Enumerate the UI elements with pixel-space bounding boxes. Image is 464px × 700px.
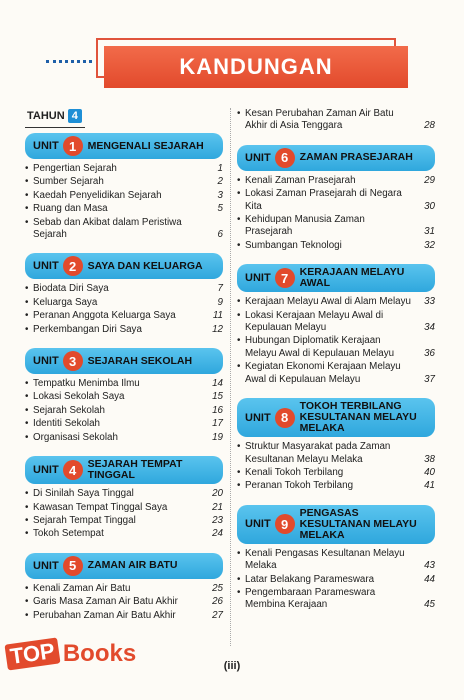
item-page: 29 (424, 174, 435, 186)
bullet: • (25, 501, 29, 513)
right-units (237, 145, 435, 612)
bullet: • (25, 323, 29, 335)
bullet: • (237, 214, 241, 226)
item-text: Garis Masa Zaman Air Batu Akhir (33, 596, 178, 608)
item-page: 33 (424, 296, 435, 308)
bullet: • (237, 309, 241, 321)
bullet: • (25, 488, 29, 500)
list-item[interactable] (25, 310, 223, 322)
unit-number-icon: 8 (275, 408, 295, 428)
list-item[interactable] (237, 335, 435, 360)
bullet: • (25, 176, 29, 188)
bullet: • (237, 573, 241, 585)
item-page: 34 (424, 322, 435, 334)
unit-title: SAYA DAN KELUARGA (87, 259, 203, 272)
list-item[interactable] (25, 432, 223, 444)
unit-items (237, 175, 435, 252)
list-item[interactable] (25, 190, 223, 202)
bullet: • (237, 547, 241, 559)
unit-word: UNIT (33, 464, 59, 477)
item-page: 17 (212, 418, 223, 430)
item-text: Biodata Diri Saya (33, 283, 109, 295)
bullet: • (237, 296, 241, 308)
bullet: • (25, 391, 29, 403)
tahun-underline (25, 127, 85, 128)
unit-number-icon: 9 (275, 514, 295, 534)
list-item[interactable] (25, 610, 223, 622)
item-page: 11 (212, 310, 223, 322)
item-text: Perubahan Zaman Air Batu Akhir (33, 609, 176, 621)
list-item[interactable] (237, 361, 435, 386)
item-text: Kenali Tokoh Terbilang (245, 466, 344, 478)
unit-items (25, 488, 223, 541)
bullet: • (25, 514, 29, 526)
list-item[interactable] (25, 391, 223, 403)
list-item[interactable] (25, 418, 223, 430)
list-item[interactable] (25, 176, 223, 188)
unit-header[interactable] (25, 456, 223, 484)
left-units (25, 133, 223, 622)
item-text: Keluarga Saya (33, 296, 98, 308)
item-text: Sumber Sejarah (33, 176, 104, 188)
item-text: Sejarah Sekolah (33, 404, 105, 416)
tahun-label (27, 109, 223, 123)
list-item[interactable] (25, 515, 223, 527)
unit-word: UNIT (33, 559, 59, 572)
item-page: 20 (212, 488, 223, 500)
item-page: 25 (212, 582, 223, 594)
list-item[interactable] (25, 596, 223, 608)
item-page: 7 (217, 283, 223, 295)
item-text: Lokasi Zaman Prasejarah di Negara Kita (245, 188, 402, 212)
item-text: Sejarah Tempat Tinggal (33, 514, 136, 526)
item-text: Tempatku Menimba Ilmu (33, 378, 140, 390)
right-column (237, 108, 435, 613)
list-item[interactable] (25, 528, 223, 540)
item-page: 44 (424, 573, 435, 585)
item-page: 3 (217, 189, 223, 201)
item-text: Kawasan Tempat Tinggal Saya (33, 501, 168, 513)
logo-top: TOP (4, 637, 60, 670)
item-text: Kerajaan Melayu Awal di Alam Melayu (245, 296, 411, 308)
item-text: Kaedah Penyelidikan Sejarah (33, 189, 162, 201)
list-item[interactable] (25, 324, 223, 336)
bullet: • (25, 283, 29, 295)
list-item[interactable] (237, 310, 435, 335)
tahun-text: TAHUN (27, 110, 65, 122)
bullet: • (25, 296, 29, 308)
unit-word: UNIT (245, 272, 271, 285)
item-text: Ruang dan Masa (33, 203, 108, 215)
tahun-number-badge: 4 (68, 109, 82, 123)
item-page: 31 (424, 226, 435, 238)
item-text: Sebab dan Akibat dalam Peristiwa Sejarah (33, 216, 182, 241)
unit-number-icon: 7 (275, 268, 295, 288)
unit-title: SEJARAH SEKOLAH (87, 354, 193, 367)
list-item[interactable] (237, 441, 435, 466)
unit-number-icon: 6 (275, 148, 295, 168)
item-page: 6 (217, 229, 223, 241)
item-page: 45 (424, 599, 435, 611)
unit-word: UNIT (245, 151, 271, 164)
item-page: 19 (212, 431, 223, 443)
unit-title: KERAJAAN MELAYU AWAL (299, 266, 405, 290)
list-item[interactable] (25, 163, 223, 175)
bullet: • (25, 404, 29, 416)
bullet: • (25, 163, 29, 174)
unit-title: ZAMAN AIR BATU (87, 559, 178, 572)
item-text: Lokasi Sekolah Saya (33, 391, 125, 403)
item-page: 37 (424, 373, 435, 385)
item-page: 28 (424, 120, 435, 132)
unit-number-icon: 1 (63, 136, 83, 156)
unit-header[interactable] (237, 505, 435, 544)
unit-header[interactable] (237, 264, 435, 292)
bullet: • (25, 203, 29, 215)
left-column (25, 105, 223, 623)
item-text: Kenali Pengasas Kesultanan Melayu Melaka (245, 547, 405, 572)
list-item[interactable] (25, 488, 223, 500)
bullet: • (25, 596, 29, 608)
item-page: 41 (424, 480, 435, 492)
unit-title: ZAMAN PRASEJARAH (299, 151, 413, 164)
item-page: 36 (424, 347, 435, 359)
list-item[interactable] (237, 188, 435, 213)
bullet: • (237, 335, 241, 347)
unit-number-icon: 3 (63, 351, 83, 371)
list-item[interactable] (25, 203, 223, 215)
item-text: Kenali Zaman Air Batu (33, 582, 131, 594)
item-text: Hubungan Diplomatik Kerajaan Melayu Awal di Kepulauan Melayu (245, 335, 395, 359)
item-text: Kehidupan Manusia Zaman Prasejarah (245, 214, 365, 238)
bullet: • (237, 586, 241, 598)
unit-header[interactable] (25, 253, 223, 279)
bullet: • (237, 108, 241, 119)
unit-title: MENGENALI SEJARAH (87, 139, 204, 152)
unit-header[interactable] (25, 133, 223, 159)
unit-items (237, 441, 435, 493)
bullet: • (25, 528, 29, 540)
item-text: Sumbangan Teknologi (245, 239, 342, 251)
item-page: 26 (212, 596, 223, 608)
unit-word: UNIT (33, 355, 59, 368)
bullet: • (237, 480, 241, 492)
unit-header[interactable] (25, 348, 223, 374)
list-item[interactable] (237, 296, 435, 308)
item-page: 2 (217, 176, 223, 188)
unit-word: UNIT (245, 411, 271, 424)
unit-header[interactable] (237, 145, 435, 171)
item-page: 9 (217, 296, 223, 308)
item-text: Identiti Sekolah (33, 418, 100, 430)
item-page: 1 (217, 163, 223, 174)
page-title: KANDUNGAN (104, 46, 408, 88)
item-page: 5 (217, 203, 223, 215)
item-text: Peranan Anggota Keluarga Saya (33, 310, 176, 322)
unit-number-icon: 5 (63, 556, 83, 576)
footer-page-number: (iii) (223, 660, 241, 672)
item-page: 40 (424, 466, 435, 478)
list-item[interactable] (237, 175, 435, 187)
item-page: 24 (212, 528, 223, 540)
bullet: • (25, 609, 29, 621)
decorative-dots (46, 60, 92, 63)
item-text: Kesan Perubahan Zaman Air Batu Akhir di Asia Tenggara (245, 108, 394, 132)
unit-word: UNIT (245, 518, 271, 531)
bullet: • (25, 418, 29, 430)
item-text: Kegiatan Ekonomi Kerajaan Melayu Awal di Kepulauan Melayu (245, 361, 401, 385)
bullet: • (237, 174, 241, 186)
unit-title: PENGASAS KESULTANAN MELAYU MELAKA (299, 506, 417, 541)
item-page: 30 (424, 200, 435, 212)
item-text: Tokoh Setempat (33, 528, 104, 540)
item-page: 23 (212, 514, 223, 526)
list-item[interactable] (25, 283, 223, 295)
bullet: • (25, 216, 29, 228)
bullet: • (237, 361, 241, 373)
bullet: • (237, 466, 241, 478)
bullet: • (25, 431, 29, 443)
bullet: • (237, 239, 241, 251)
bullet: • (25, 189, 29, 201)
item-page: 38 (424, 453, 435, 465)
unit-items (25, 163, 223, 241)
unit-number-icon: 2 (63, 256, 83, 276)
item-page: 15 (212, 391, 223, 403)
item-text: Pengertian Sejarah (33, 163, 117, 174)
list-item[interactable] (237, 240, 435, 252)
item-text: Di Sinilah Saya Tinggal (33, 488, 134, 500)
item-text: Organisasi Sekolah (33, 431, 118, 443)
list-item[interactable] (237, 574, 435, 586)
item-text: Struktur Masyarakat pada Zaman Kesultanan Melayu Melaka (245, 441, 391, 465)
unit-title: SEJARAH TEMPAT TINGGAL (87, 458, 183, 482)
list-item[interactable] (237, 587, 435, 612)
item-page: 14 (212, 378, 223, 390)
bullet: • (25, 582, 29, 594)
item-page: 16 (212, 404, 223, 416)
item-text: Peranan Tokoh Terbilang (245, 480, 354, 492)
item-text: Pengembaraan Parameswara Membina Kerajaan (245, 586, 376, 611)
logo-books: Books (62, 640, 137, 667)
unit-title: TOKOH TERBILANG KESULTANAN MELAYU MELAKA (299, 400, 417, 435)
unit-items (25, 583, 223, 622)
item-text: Lokasi Kerajaan Melayu Awal di Kepulauan Melayu (245, 309, 384, 334)
item-page: 27 (212, 609, 223, 621)
bullet: • (25, 378, 29, 390)
list-item[interactable] (237, 214, 435, 239)
unit-items (237, 296, 435, 386)
list-item[interactable] (25, 378, 223, 390)
item-page: 32 (424, 239, 435, 251)
list-item[interactable] (237, 467, 435, 479)
list-item[interactable] (237, 108, 435, 133)
bullet: • (237, 441, 241, 453)
bullet: • (25, 310, 29, 322)
unit-items (25, 283, 223, 336)
list-item[interactable] (237, 548, 435, 573)
unit-number-icon: 4 (63, 460, 83, 480)
title-banner (96, 38, 408, 88)
unit-header[interactable] (237, 398, 435, 437)
unit-word: UNIT (33, 140, 59, 152)
list-item[interactable] (25, 217, 223, 242)
item-text: Kenali Zaman Prasejarah (245, 174, 356, 186)
unit-word: UNIT (33, 260, 59, 273)
list-item[interactable] (25, 405, 223, 417)
list-item[interactable] (237, 480, 435, 492)
bullet: • (237, 188, 241, 200)
item-text: Latar Belakang Parameswara (245, 573, 375, 585)
list-item[interactable] (25, 502, 223, 514)
column-divider (230, 108, 231, 646)
unit-items (237, 548, 435, 612)
item-page: 43 (424, 560, 435, 572)
unit-header[interactable] (25, 553, 223, 579)
item-page: 12 (212, 323, 223, 335)
item-page: 21 (212, 501, 223, 513)
item-text: Perkembangan Diri Saya (33, 323, 142, 335)
unit-items (25, 378, 223, 444)
list-item[interactable] (25, 583, 223, 595)
list-item[interactable] (25, 297, 223, 309)
